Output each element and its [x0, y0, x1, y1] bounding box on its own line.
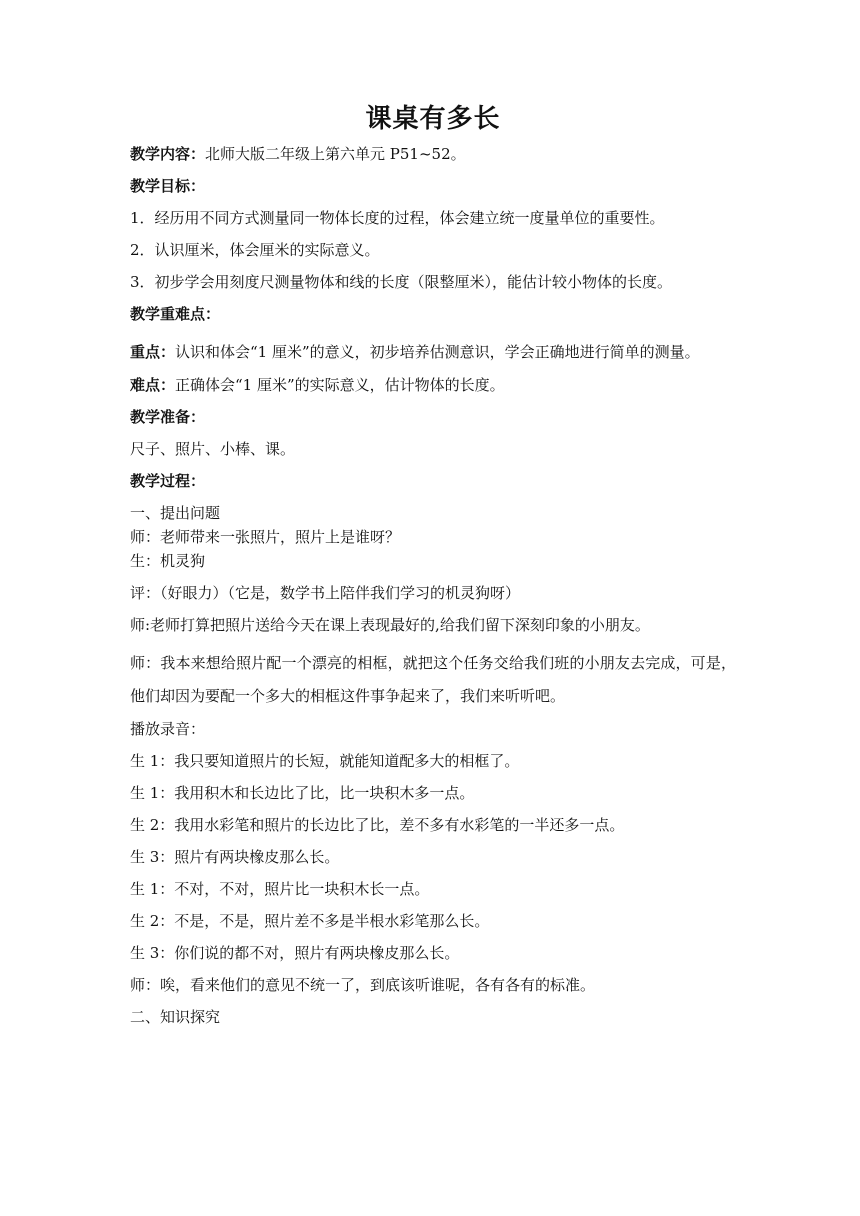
dialog-line: 生 1：我只要知道照片的长短，就能知道配多大的相框了。	[130, 752, 520, 770]
teaching-process-heading: 教学过程：	[130, 472, 206, 490]
dialog-line: 生：机灵狗	[130, 552, 206, 570]
teaching-prep-heading: 教学准备：	[130, 408, 206, 426]
teaching-content-text: 北师大版二年级上第六单元 P51~52。	[205, 145, 466, 163]
key-point-text: 认识和体会“1 厘米”的意义，初步培养估测意识，学会正确地进行简单的测量。	[175, 343, 700, 361]
dialog-line: 播放录音：	[130, 720, 206, 738]
goal-item-1: 1．经历用不同方式测量同一物体长度的过程，体会建立统一度量单位的重要性。	[130, 209, 665, 227]
dialog-line: 师：唉，看来他们的意见不统一了，到底该听谁呢，各有各有的标准。	[130, 976, 596, 994]
difficult-point-text: 正确体会“1 厘米”的实际意义，估计物体的长度。	[175, 376, 505, 394]
difficult-point-line	[130, 375, 736, 396]
dialog-line: 生 3：照片有两块橡皮那么长。	[130, 848, 340, 866]
key-point-label: 重点：	[130, 343, 176, 361]
key-difficult-heading: 教学重难点：	[130, 305, 221, 323]
teaching-goals-heading: 教学目标：	[130, 177, 206, 195]
document-title: 课桌有多长	[365, 104, 501, 134]
dialog-line: 评：（好眼力）（它是，数学书上陪伴我们学习的机灵狗呀）	[130, 584, 521, 602]
section-1-heading: 一、提出问题	[130, 504, 221, 522]
dialog-paragraph: 师：我本来想给照片配一个漂亮的相框，就把这个任务交给我们班的小朋友去完成，可是，他们却因为要配一个多大的相框这件事争起来了，我们来听听吧。	[130, 654, 736, 705]
section-2-heading: 二、知识探究	[130, 1008, 221, 1026]
teaching-content-label: 教学内容：	[130, 145, 206, 163]
difficult-point-label: 难点：	[130, 376, 176, 394]
goal-item-3: 3．初步学会用刻度尺测量物体和线的长度（限整厘米），能估计较小物体的长度。	[130, 273, 673, 291]
goal-item-2: 2．认识厘米，体会厘米的实际意义。	[130, 241, 380, 259]
dialog-line: 生 1：不对，不对，照片比一块积木长一点。	[130, 880, 430, 898]
dialog-line: 师:老师打算把照片送给今天在课上表现最好的,给我们留下深刻印象的小朋友。	[130, 616, 650, 634]
dialog-line: 生 2：我用水彩笔和照片的长边比了比，差不多有水彩笔的一半还多一点。	[130, 816, 625, 834]
dialog-line: 生 3：你们说的都不对，照片有两块橡皮那么长。	[130, 944, 460, 962]
dialog-line: 生 2：不是，不是，照片差不多是半根水彩笔那么长。	[130, 912, 490, 930]
teaching-prep-text: 尺子、照片、小棒、课。	[130, 440, 296, 458]
dialog-line: 师：老师带来一张照片，照片上是谁呀？	[130, 528, 401, 546]
teaching-content-line	[130, 144, 736, 165]
dialog-line: 生 1：我用积木和长边比了比，比一块积木多一点。	[130, 784, 475, 802]
key-point-paragraph	[130, 336, 736, 369]
